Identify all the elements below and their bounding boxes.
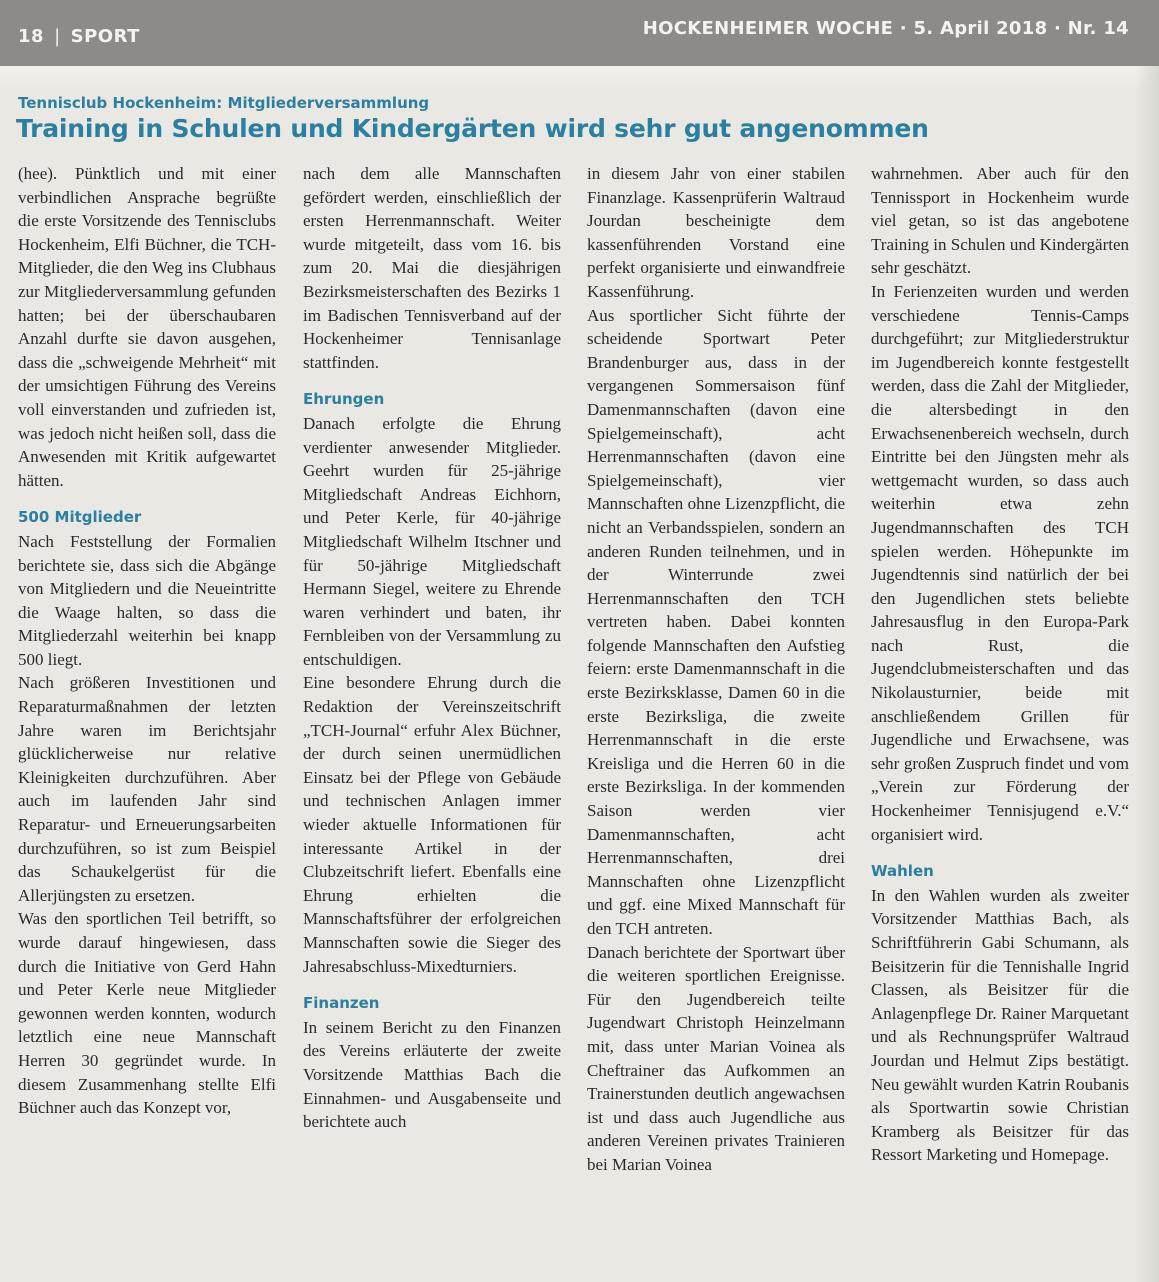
article-column-3 [587,162,845,1177]
article-paragraph: In den Wahlen wurden als zweiter Vorsitzender Matthias Bach, als Schriftführerin Gabi Schumann, als Beisitzerin für die Tennishalle Ingrid Classen, als Beisitzer für die Anlagenpflege Dr. Rainer Marquetant und als Rechnungsprüfer Waltraud Jourdan und Helmut Zips bestätigt. Neu gewählt wurden Katrin Roubanis als Sportwartin sowie Christian Kramberg als Beisitzer für das Ressort Marketing und Homepage. [871,885,1129,1165]
article-paragraph: In seinem Bericht zu den Finanzen des Vereins erläuterte der zweite Vorsitzende Matthias Bach die Einnahmen- und Ausgabenseite und berichtete auch [303,1017,561,1132]
article-paragraph: wahrnehmen. Aber auch für den Tennissport in Hockenheim wurde viel getan, so ist das angebotene Training in Schulen und Kindergärten sehr geschätzt. [871,164,1129,278]
page-section [18,26,140,47]
section-subheading: Wahlen [871,862,934,881]
section-subheading: Ehrungen [303,390,385,409]
page-header [0,0,1159,66]
article-paragraph: Nach Feststellung der Formalien berichtete sie, dass sich die Abgänge von Mitgliedern und die Neueintritte die Waage halten, so dass die Mitgliederzahl weiterhin bei knapp 500 liegt. [18,531,276,669]
article-column-1 [18,162,276,1120]
article-paragraph: Nach größeren Investitionen und Reparaturmaßnahmen der letzten Jahre waren im Berichtsjahr glücklicherweise nur relative Kleinigkeiten durchzuführen. Aber auch im laufenden Jahr sind Reparatur- und Erneuerungsarbeiten durchzuführen, so ist zum Beispiel das Schaukelgerüst für die Allerjüngsten zu ersetzen. [18,673,276,905]
section-name: SPORT [70,26,140,47]
article-paragraph: In Ferienzeiten wurden und werden verschiedene Tennis-Camps durchgeführt; zur Mitgliederstruktur im Jugendbereich konnte festgestellt werden, dass die Zahl der Mitglieder, die altersbedingt in den Erwachsenenbereich wechseln, durch Eintritte bei den Jüngsten mehr als wettgemacht wurden, so dass auch weiterhin etwa zehn Jugendmannschaften des TCH spielen werden. Höhepunkte im Jugendtennis sind natürlich der bei den Jugendlichen stets beliebte Jahresausflug in den Europa-Park nach Rust, die Jugendclubmeisterschaften und das Nikolausturnier, beide mit anschließendem Grillen für Jugendliche und Erwachsene, was sehr großen Zuspruch findet und vom „Verein zur Förderung der Hockenheimer Tennisjugend e.V.“ organisiert wird. [871,281,1129,844]
publication-line: HOCKENHEIMER WOCHE · 5. April 2018 · Nr. 14 [642,18,1129,39]
article-paragraph: Eine besondere Ehrung durch die Redaktion der Vereinszeitschrift „TCH-Journal“ erfuhr Alex Büchner, der durch seinen unermüdlichen Einsatz bei der Pflege von Gebäude und technischen Anlagen immer wieder aktuelle Informationen für interessante Artikel in der Clubzeitschrift liefert. Ebenfalls eine Ehrung erhielten die Mannschaftsführer der erfolgreichen Mannschaften sowie die Sieger des Jahresabschluss-Mixedturniers. [303,673,561,976]
page-edge-shadow [1135,66,1159,1282]
article-column-2 [303,162,561,1134]
article-paragraph: Danach erfolgte die Ehrung verdienter anwesender Mitglieder. Geehrt wurden für 25-jährige Mitgliedschaft Andreas Eichhorn, und Peter Kerle, für 40-jährige Mitgliedschaft Wilhelm Itschner und für 50-jährige Mitgliedschaft Hermann Siegel, weitere zu Ehrende waren verhindert und baten, ihr Fernbleiben von der Versammlung zu entschuldigen. [303,413,561,669]
article-column-4 [871,162,1129,1167]
article-headline: Training in Schulen und Kindergärten wird sehr gut angenommen [16,114,929,143]
page-number: 18 [18,26,45,47]
article-paragraph: nach dem alle Mannschaften gefördert werden, einschließlich der ersten Herrenmannschaft. Weiter wurde mitgeteilt, dass vom 16. bis zum 20. Mai die diesjährigen Bezirksmeisterschaften des Bezirks 1 im Badischen Tennisverband auf der Hockenheimer Tennisanlage stattfinden. [303,164,561,372]
separator: | [54,26,61,47]
article-paragraph: in diesem Jahr von einer stabilen Finanzlage. Kassenprüferin Waltraud Jourdan bescheinigte dem kassenführenden Vorstand eine perfekt organisierte und einwandfreie Kassenführung. [587,164,845,301]
article-kicker: Tennisclub Hockenheim: Mitgliederversammlung [18,94,430,112]
section-subheading: 500 Mitglieder [18,508,142,527]
article-paragraph: Aus sportlicher Sicht führte der scheidende Sportwart Peter Brandenburger aus, dass in der vergangenen Sommersaison fünf Damenmannschaften (davon eine Spielgemeinschaft), acht Herrenmannschaften (davon eine Spielgemeinschaft), vier Mannschaften ohne Lizenzpflicht, die nicht an Verbandsspielen, sondern an anderen Runden teilnehmen, und in der Winterrunde zwei Herrenmannschaften den TCH vertreten haben. Dabei konnten folgende Mannschaften den Aufstieg feiern: erste Damenmannschaft in die erste Bezirksklasse, Damen 60 in die erste Bezirksliga, die zweite Herrenmannschaft in die erste Kreisliga und die Herren 60 in die erste Bezirksliga. In der kommenden Saison werden vier Damenmannschaften, acht Herrenmannschaften, drei Mannschaften ohne Lizenzpflicht und ggf. eine Mixed Mannschaft für den TCH antreten. [587,305,845,938]
article-paragraph: Was den sportlichen Teil betrifft, so wurde darauf hingewiesen, dass durch die Initiative von Gerd Hahn und Peter Kerle neue Mitglieder gewonnen werden konnten, wodurch letztlich eine neue Mannschaft Herren 30 gegründet wurde. In diesem Zusammenhang stellte Elfi Büchner auch das Konzept vor, [18,909,276,1118]
article-paragraph: Danach berichtete der Sportwart über die weiteren sportlichen Ereignisse. Für den Jugendbereich teilte Jugendwart Christoph Heinzelmann mit, dass unter Marian Voinea als Cheftrainer das Aufkommen an Trainerstunden deutlich angewachsen ist und dass auch Jugendliche aus anderen Vereinen privates Trainieren bei Marian Voinea [587,942,845,1174]
article-paragraph: (hee). Pünktlich und mit einer verbindlichen Ansprache begrüßte die erste Vorsitzende des Tennisclubs Hockenheim, Elfi Büchner, die TCH-Mitglieder, die den Weg ins Clubhaus zur Mitgliederversammlung gefunden hatten; bei der überschaubaren Anzahl durfte sie davon ausgehen, dass die „schweigende Mehrheit“ mit der umsichtigen Führung des Vereins voll einverstanden und zufrieden ist, was jedoch nicht heißen soll, dass die Anwesenden mit Kritik aufgewartet hätten. [18,164,276,490]
section-subheading: Finanzen [303,994,380,1013]
bleed-strip [0,66,1159,92]
